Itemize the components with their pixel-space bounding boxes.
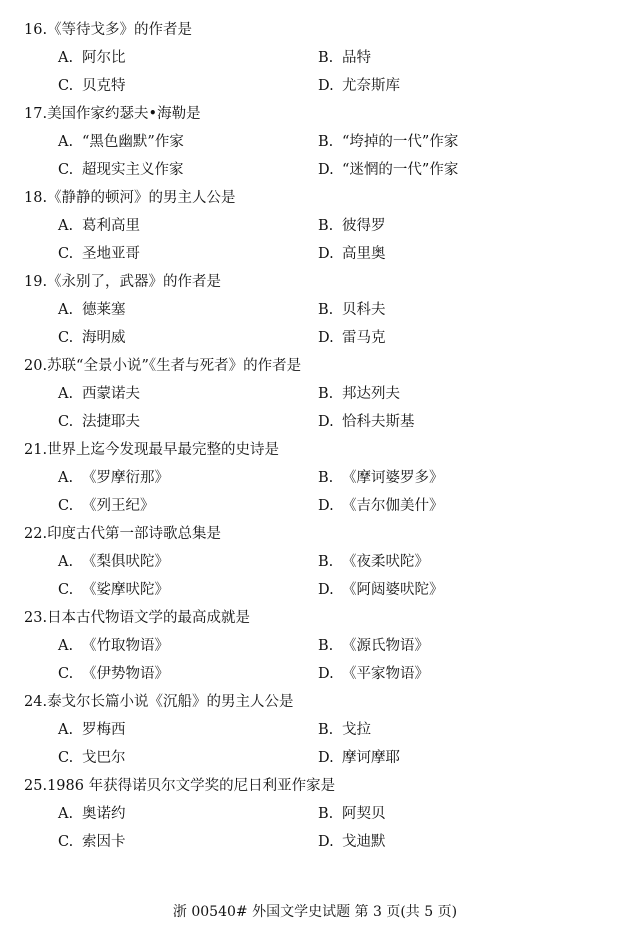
option-text: 阿尔比 <box>82 50 126 66</box>
option-letter: B. <box>318 134 334 150</box>
question-text: 《永别了，武器》的作者是 <box>47 274 222 290</box>
question-16 <box>24 16 614 100</box>
question-number: 24. <box>24 694 48 710</box>
option-a <box>58 716 126 744</box>
option-text: “黑色幽默”作家 <box>82 134 184 150</box>
option-b <box>318 548 429 576</box>
question-number: 22. <box>24 526 48 542</box>
option-letter: C. <box>58 330 74 346</box>
option-text: 超现实主义作家 <box>82 162 184 178</box>
option-text: 《吉尔伽美什》 <box>342 498 444 514</box>
option-c <box>58 324 126 352</box>
option-row <box>24 548 614 576</box>
option-row <box>24 716 614 744</box>
option-b <box>318 128 458 156</box>
question-24 <box>24 688 614 772</box>
option-letter: B. <box>318 806 334 822</box>
option-text: 邦达列夫 <box>342 386 400 402</box>
option-text: 《梨俱吠陀》 <box>82 554 169 570</box>
question-stem <box>24 688 614 716</box>
option-letter: C. <box>58 834 74 850</box>
question-text: 泰戈尔长篇小说《沉船》的男主人公是 <box>47 694 294 710</box>
option-letter: D. <box>318 666 334 682</box>
question-19 <box>24 268 614 352</box>
option-text: 戈迪默 <box>342 834 386 850</box>
option-row <box>24 128 614 156</box>
option-letter: C. <box>58 414 74 430</box>
option-letter: B. <box>318 722 334 738</box>
option-b <box>318 212 386 240</box>
option-row <box>24 156 614 184</box>
question-stem <box>24 772 614 800</box>
option-text: 品特 <box>342 50 371 66</box>
question-text: 《等待戈多》的作者是 <box>47 22 193 38</box>
question-number: 17. <box>24 106 48 122</box>
option-text: 《列王纪》 <box>82 498 155 514</box>
option-text: 德莱塞 <box>82 302 126 318</box>
question-23 <box>24 604 614 688</box>
option-letter: C. <box>58 582 74 598</box>
page-footer: 浙 00540# 外国文学史试题 第 3 页(共 5 页) <box>172 904 458 920</box>
option-letter: D. <box>318 246 334 262</box>
option-letter: D. <box>318 582 334 598</box>
question-22 <box>24 520 614 604</box>
option-text: 贝科夫 <box>342 302 386 318</box>
option-letter: A. <box>58 638 74 654</box>
option-text: 罗梅西 <box>82 722 126 738</box>
option-row <box>24 380 614 408</box>
option-row <box>24 72 614 100</box>
option-text: 《罗摩衍那》 <box>82 470 169 486</box>
option-text: 彼得罗 <box>342 218 386 234</box>
option-letter: B. <box>318 302 334 318</box>
option-letter: C. <box>58 498 74 514</box>
option-text: 《阿闼婆吠陀》 <box>342 582 444 598</box>
option-a <box>58 464 169 492</box>
option-a <box>58 44 126 72</box>
option-letter: D. <box>318 750 334 766</box>
option-letter: B. <box>318 50 334 66</box>
option-letter: A. <box>58 50 74 66</box>
option-c <box>58 828 126 856</box>
option-text: “迷惘的一代”作家 <box>342 162 459 178</box>
option-a <box>58 380 140 408</box>
option-letter: B. <box>318 218 334 234</box>
option-text: 雷马克 <box>342 330 386 346</box>
option-row <box>24 632 614 660</box>
question-stem <box>24 604 614 632</box>
option-letter: A. <box>58 722 74 738</box>
option-d <box>318 576 444 604</box>
option-d <box>318 660 429 688</box>
option-text: 《夜柔吠陀》 <box>342 554 429 570</box>
option-c <box>58 660 169 688</box>
option-letter: B. <box>318 470 334 486</box>
option-row <box>24 744 614 772</box>
option-a <box>58 548 169 576</box>
question-18 <box>24 184 614 268</box>
question-stem <box>24 16 614 44</box>
option-row <box>24 492 614 520</box>
option-letter: B. <box>318 386 334 402</box>
option-c <box>58 576 169 604</box>
option-d <box>318 72 400 100</box>
option-letter: D. <box>318 834 334 850</box>
question-number: 21. <box>24 442 48 458</box>
question-number: 25. <box>24 778 48 794</box>
question-text: 美国作家约瑟夫•海勒是 <box>47 106 201 122</box>
question-21 <box>24 436 614 520</box>
option-a <box>58 632 169 660</box>
question-text: 印度古代第一部诗歌总集是 <box>47 526 222 542</box>
option-c <box>58 156 184 184</box>
option-text: 法捷耶夫 <box>82 414 140 430</box>
option-letter: D. <box>318 78 334 94</box>
option-text: 《平家物语》 <box>342 666 429 682</box>
option-d <box>318 156 458 184</box>
option-letter: B. <box>318 638 334 654</box>
option-d <box>318 408 415 436</box>
option-letter: A. <box>58 806 74 822</box>
option-letter: A. <box>58 302 74 318</box>
option-row <box>24 296 614 324</box>
option-c <box>58 744 126 772</box>
question-stem <box>24 520 614 548</box>
option-text: 戈巴尔 <box>82 750 126 766</box>
option-letter: D. <box>318 162 334 178</box>
question-list <box>24 16 614 856</box>
question-stem <box>24 268 614 296</box>
option-text: 阿契贝 <box>342 806 386 822</box>
question-text: 1986 年获得诺贝尔文学奖的尼日利亚作家是 <box>47 778 336 794</box>
option-b <box>318 44 371 72</box>
option-text: 尤奈斯库 <box>342 78 400 94</box>
option-text: 《娑摩吠陀》 <box>82 582 169 598</box>
option-row <box>24 240 614 268</box>
question-text: 世界上迄今发现最早最完整的史诗是 <box>47 442 280 458</box>
option-c <box>58 492 155 520</box>
question-20 <box>24 352 614 436</box>
option-letter: A. <box>58 218 74 234</box>
option-text: 《源氏物语》 <box>342 638 429 654</box>
option-text: “垮掉的一代”作家 <box>342 134 459 150</box>
question-stem <box>24 436 614 464</box>
question-stem <box>24 184 614 212</box>
option-text: 《伊势物语》 <box>82 666 169 682</box>
option-b <box>318 716 371 744</box>
option-a <box>58 212 140 240</box>
option-b <box>318 800 386 828</box>
option-a <box>58 296 126 324</box>
option-text: 《摩诃婆罗多》 <box>342 470 444 486</box>
option-text: 《竹取物语》 <box>82 638 169 654</box>
question-number: 19. <box>24 274 48 290</box>
option-text: 高里奥 <box>342 246 386 262</box>
option-b <box>318 632 429 660</box>
option-letter: A. <box>58 134 74 150</box>
option-text: 贝克特 <box>82 78 126 94</box>
question-text: 日本古代物语文学的最高成就是 <box>47 610 251 626</box>
option-row <box>24 212 614 240</box>
option-text: 葛利高里 <box>82 218 140 234</box>
option-text: 奥诺约 <box>82 806 126 822</box>
option-c <box>58 408 140 436</box>
option-row <box>24 660 614 688</box>
option-c <box>58 240 140 268</box>
option-text: 圣地亚哥 <box>82 246 140 262</box>
option-row <box>24 408 614 436</box>
question-number: 16. <box>24 22 48 38</box>
question-stem <box>24 100 614 128</box>
option-a <box>58 800 126 828</box>
option-letter: C. <box>58 666 74 682</box>
question-text: 苏联“全景小说”《生者与死者》的作者是 <box>47 358 302 374</box>
question-number: 23. <box>24 610 48 626</box>
option-text: 西蒙诺夫 <box>82 386 140 402</box>
option-letter: D. <box>318 498 334 514</box>
question-number: 20. <box>24 358 48 374</box>
option-row <box>24 324 614 352</box>
option-letter: A. <box>58 554 74 570</box>
option-letter: D. <box>318 414 334 430</box>
option-text: 海明威 <box>82 330 126 346</box>
option-text: 摩诃摩耶 <box>342 750 400 766</box>
option-letter: B. <box>318 554 334 570</box>
option-letter: C. <box>58 162 74 178</box>
option-b <box>318 296 386 324</box>
option-text: 戈拉 <box>342 722 371 738</box>
option-letter: A. <box>58 470 74 486</box>
option-d <box>318 324 386 352</box>
question-stem <box>24 352 614 380</box>
option-row <box>24 44 614 72</box>
option-b <box>318 464 444 492</box>
option-letter: C. <box>58 78 74 94</box>
option-c <box>58 72 126 100</box>
option-text: 恰科夫斯基 <box>342 414 415 430</box>
question-17 <box>24 100 614 184</box>
option-letter: C. <box>58 750 74 766</box>
option-d <box>318 240 386 268</box>
option-d <box>318 492 444 520</box>
option-d <box>318 828 386 856</box>
option-row <box>24 800 614 828</box>
question-25 <box>24 772 614 856</box>
option-letter: C. <box>58 246 74 262</box>
question-number: 18. <box>24 190 48 206</box>
option-row <box>24 828 614 856</box>
option-row <box>24 576 614 604</box>
option-b <box>318 380 400 408</box>
option-d <box>318 744 400 772</box>
option-a <box>58 128 184 156</box>
option-letter: D. <box>318 330 334 346</box>
question-text: 《静静的顿河》的男主人公是 <box>47 190 236 206</box>
option-text: 索因卡 <box>82 834 126 850</box>
option-letter: A. <box>58 386 74 402</box>
option-row <box>24 464 614 492</box>
